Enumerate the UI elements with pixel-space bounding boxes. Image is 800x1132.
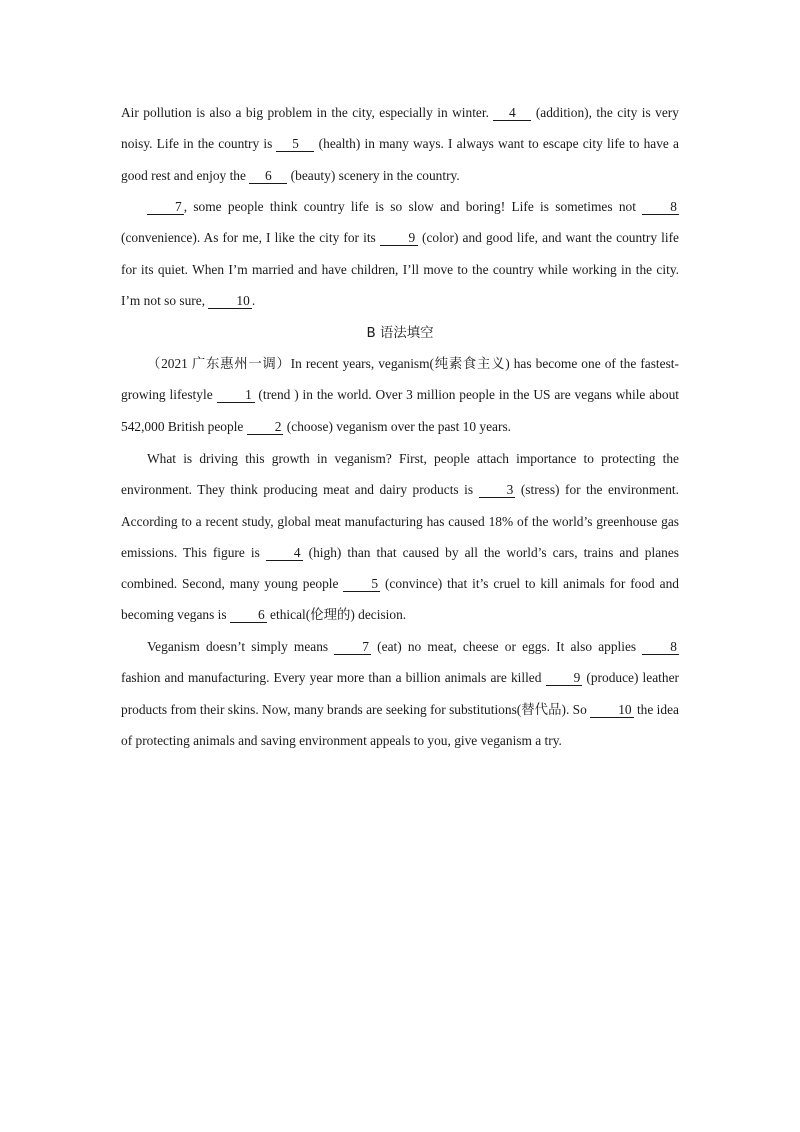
passage-a-paragraph-2 — [121, 191, 679, 316]
text: (high) than that caused by all the world’s cars, trains and planes combined. Second, many young people — [121, 544, 679, 592]
text: , some people think country life is so slow and boring! Life is sometimes not — [183, 199, 636, 214]
blank-9: 9 — [380, 231, 418, 246]
text: the idea of protecting animals and saving environment appeals to you, give veganism a try. — [121, 701, 679, 748]
blank-6: 6 — [230, 608, 267, 623]
passage-b-paragraph-1 — [121, 348, 679, 442]
blank-7: 7 — [147, 200, 184, 215]
blank-8: 8 — [642, 640, 679, 655]
text: （2021 广东惠州一调）In recent years, veganism(纯素食主义) has become one of the fastest-growing lifestyle — [121, 356, 679, 403]
section-title: B 语法填空 — [366, 326, 434, 341]
text: (convenience). As for me, I like the city for its — [121, 230, 376, 246]
blank-4: 4 — [266, 546, 303, 561]
blank-7: 7 — [334, 640, 371, 655]
blank-4: 4 — [493, 106, 531, 121]
blank-9: 9 — [546, 671, 583, 686]
text: What is driving this growth in veganism? First, people attach importance to protecting the environment. They think producing meat and dairy products is — [121, 451, 679, 498]
text: Veganism doesn’t simply means — [147, 639, 329, 654]
text: fashion and manufacturing. Every year more than a billion animals are killed — [121, 670, 542, 686]
blank-2: 2 — [247, 420, 284, 435]
text: (color) and good life, and want the country life for its quiet. When I’m married and have children, I’ll move to the country while working in the city. I’m not so sure, — [121, 230, 679, 308]
passage-a-paragraph-1 — [121, 97, 679, 191]
text: (addition), the city is very noisy. Life in the country is — [121, 105, 679, 152]
blank-6: 6 — [249, 169, 287, 184]
text: . — [251, 292, 256, 308]
passage-b-paragraph-3 — [121, 631, 679, 756]
text: ethical(伦理的) decision. — [270, 607, 407, 623]
blank-1: 1 — [217, 388, 255, 403]
blank-5: 5 — [343, 577, 380, 592]
text: (health) in many ways. I always want to escape city life to have a good rest and enjoy the — [121, 136, 679, 183]
blank-10: 10 — [208, 294, 251, 309]
blank-10: 10 — [590, 703, 633, 718]
text: Air pollution is also a big problem in the city, especially in winter. — [121, 105, 489, 120]
text: (beauty) scenery in the country. — [290, 167, 460, 183]
text: (stress) for the environment. According to a recent study, global meat manufacturing has caused 18% of the world’s greenhouse gas emissions. This figure is — [121, 482, 679, 560]
blank-8: 8 — [642, 200, 679, 215]
text: (eat) no meat, cheese or eggs. It also applies — [377, 639, 637, 654]
text: (convince) that it’s cruel to kill animals for food and becoming vegans is — [121, 576, 679, 623]
passage-b-paragraph-2 — [121, 443, 679, 631]
text: (trend ) in the world. Over 3 million people in the US are vegans while about 542,000 British people — [121, 387, 679, 434]
text: (choose) veganism over the past 10 years. — [286, 418, 512, 434]
blank-3: 3 — [479, 483, 516, 498]
text: (produce) leather products from their skins. Now, many brands are seeking for substitutions(替代品). So — [121, 670, 679, 717]
blank-5: 5 — [276, 137, 314, 152]
